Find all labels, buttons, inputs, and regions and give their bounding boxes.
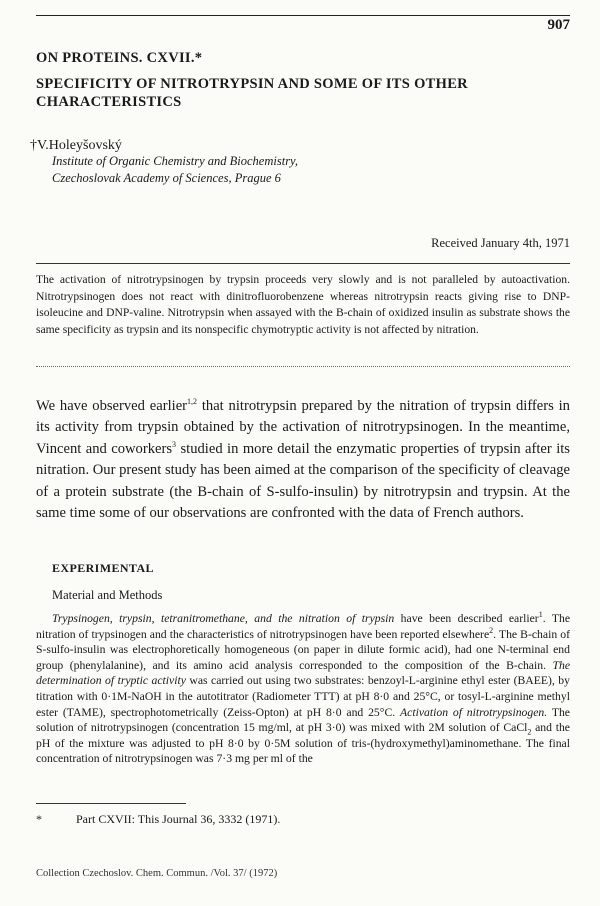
methods-text: was carried out using two substrates: benzoyl-L-arginine ethyl ester (BAEE), by titration with 0·1M-NaOH in the autotitrator (Radiometer TTT) at pH 8·0 and 25°C, or tosyl-L-arginine methyl ester (TAME), spectrophotometrically (Zeiss-Opton) at pH 8·0 and 25°C. [36, 674, 570, 719]
citation: 2 [489, 625, 494, 635]
article-title: SPECIFICITY OF NITROTRYPSIN AND SOME OF ITS OTHER CHARACTERISTICS [36, 76, 468, 110]
methods-text: have been described earlier [394, 612, 539, 625]
affiliation [52, 153, 298, 187]
received-date: Received January 4th, 1971 [431, 236, 570, 250]
method-run-in-heading: The determination of tryptic activity [36, 658, 570, 688]
footnote [36, 812, 280, 827]
footnote-text: Part CXVII: This Journal 36, 3332 (1971). [76, 812, 281, 826]
page-number: 907 [547, 17, 570, 33]
subsection-heading: Material and Methods [52, 588, 163, 602]
abstract: The activation of nitrotrypsinogen by trypsin proceeds very slowly and is not paralleled by autoactivation. Nitrotrypsinogen does not react with dinitrofluorobenzene whereas nitrotrypsin reacts giving rise to DNP-isoleucine and DNP-valine. Nitrotrypsin when assayed with the B-chain of oxidized insulin as substrate shows the same specificity as trypsin and its nonspecific chymotryptic activity is not affected by nitration. [36, 273, 570, 336]
section-heading: EXPERIMENTAL [52, 561, 154, 575]
introduction-paragraph [36, 396, 570, 524]
footnote-rule [36, 803, 186, 804]
intro-text: studied in more detail the enzymatic properties of trypsin after its nitration. Our present study has been aimed at the comparison of the specificity of cleavage of a protein substrate (the B-chain of S-sulfo-insulin) by nitrotrypsin and trypsin. At the same time some of our observations are confronted with the data of French authors. [36, 440, 570, 522]
citation: 1 [538, 610, 543, 620]
header-rule [36, 15, 570, 16]
method-run-in-heading: Trypsinogen, trypsin, tetranitromethane, and the nitration of trypsin [52, 612, 395, 625]
methods-text: . The nitration of trypsinogen and the characteristics of nitrotrypsinogen have been reported elsewhere [36, 612, 571, 641]
affiliation-line: Czechoslovak Academy of Sciences, Prague 6 [52, 171, 281, 185]
methods-text: The solution of nitrotrypsinogen (concentration 15 mg/ml, at pH 3·0) was mixed with 2M solution of CaCl [36, 705, 570, 735]
footnote-mark: * [36, 812, 42, 826]
abstract-top-rule [36, 263, 570, 264]
methods-text: . The B-chain of S-sulfo-insulin was electrophoretically homogeneous (on paper in dilute formic acid), had one N-terminal end group (phenylalanine), and its amino acid analysis corresponded to the composition of the B-chain. [36, 627, 570, 672]
journal-footer: Collection Czechoslov. Chem. Commun. /Vol. 37/ (1972) [36, 868, 278, 879]
method-run-in-heading: Activation of nitrotrypsinogen. [400, 705, 548, 719]
methods-text: and the pH of the mixture was adjusted to pH 8·0 by 0·5M solution of tris-(hydroxymethyl)aminomethane. The final concentration of nitrotrypsinogen was 7·3 mg per ml of the [36, 721, 570, 766]
intro-text: that nitrotrypsin prepared by the nitration of trypsin differs in its activity from trypsin obtained by the activation of nitrotrypsinogen. In the meantime, Vincent and coworkers [36, 398, 570, 457]
abstract-bottom-rule [36, 366, 570, 367]
series-title: ON PROTEINS. CXVII.* [36, 50, 203, 66]
author: †V.Holeyšovský [30, 138, 122, 153]
affiliation-line: Institute of Organic Chemistry and Biochemistry, [52, 154, 299, 168]
intro-text: We have observed earlier [36, 398, 188, 414]
citation: 1,2 [187, 397, 198, 407]
citation: 3 [172, 439, 177, 449]
methods-paragraph [36, 611, 570, 767]
subscript: 2 [527, 727, 532, 737]
